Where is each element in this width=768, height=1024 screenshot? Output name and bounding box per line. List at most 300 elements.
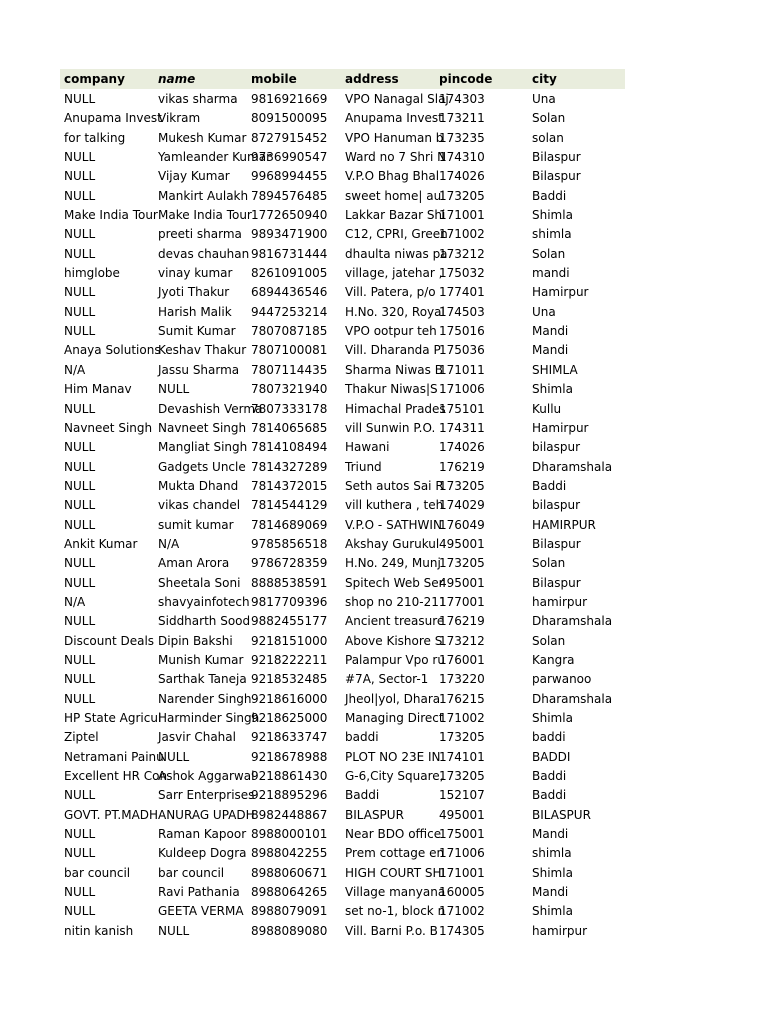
cell-city[interactable]: Mandi [532, 885, 569, 900]
cell-city[interactable]: bilaspur [532, 498, 581, 513]
cell-pincode[interactable]: 176219 [439, 459, 485, 474]
cell-company[interactable]: HP State Agricul [64, 711, 162, 725]
cell-company[interactable]: NULL [64, 652, 96, 667]
cell-address[interactable]: C12, CPRI, Green [345, 227, 448, 242]
cell-pincode[interactable]: 177401 [439, 285, 485, 300]
cell-pincode[interactable]: 174101 [439, 749, 485, 764]
cell-pincode[interactable]: 495001 [439, 807, 485, 822]
cell-pincode[interactable]: 173205 [439, 556, 485, 571]
cell-mobile[interactable]: 7807087185 [251, 324, 328, 339]
cell-mobile[interactable]: 7814065685 [251, 420, 328, 435]
cell-pincode[interactable]: 175016 [439, 324, 485, 339]
table-row [60, 843, 625, 862]
cell-city[interactable]: Solan [532, 556, 566, 571]
cell-company[interactable]: NULL [64, 827, 96, 842]
table-row [60, 573, 625, 592]
cell-address[interactable]: HIGH COURT SHI [345, 865, 446, 880]
cell-city[interactable]: Solan [532, 111, 566, 126]
cell-company[interactable]: Ziptel [64, 730, 99, 745]
cell-city[interactable]: Kangra [532, 652, 575, 667]
cell-address[interactable]: V.P.O Bhag Bhal [345, 169, 440, 184]
cell-company[interactable]: N/A [64, 362, 86, 377]
cell-pincode[interactable]: 171011 [439, 362, 485, 377]
cell-name[interactable]: shavyainfotech [158, 594, 250, 609]
cell-company[interactable]: NULL [64, 304, 96, 319]
cell-city[interactable]: Una [532, 92, 556, 106]
cell-mobile[interactable]: 9218616000 [251, 691, 328, 706]
cell-address[interactable]: VPO ootpur teh [345, 324, 437, 339]
cell-mobile[interactable]: 9816921669 [251, 92, 328, 106]
cell-address[interactable]: H.No. 320, Royal [345, 304, 445, 319]
cell-address[interactable]: Baddi [345, 788, 380, 803]
cell-name[interactable]: Munish Kumar [158, 652, 244, 667]
cell-name[interactable]: Vikram [158, 111, 201, 126]
cell-company[interactable]: Navneet Singh [64, 420, 153, 435]
cell-company[interactable]: NULL [64, 440, 96, 455]
cell-company[interactable]: NULL [64, 227, 96, 242]
cell-address[interactable]: Thakur Niwas|S [345, 382, 438, 397]
cell-company[interactable]: NULL [64, 92, 96, 106]
cell-pincode[interactable]: 174029 [439, 498, 485, 513]
cell-company[interactable]: NULL [64, 478, 96, 493]
cell-name[interactable]: bar council [158, 865, 225, 880]
cell-name[interactable]: Siddharth Sood [158, 614, 251, 629]
cell-address[interactable]: Lakkar Bazar Shi [345, 208, 446, 223]
cell-address[interactable]: Vill. Dharanda P [345, 343, 441, 358]
cell-pincode[interactable]: 173235 [439, 130, 485, 145]
cell-company[interactable]: Discount Deals [64, 633, 155, 648]
cell-pincode[interactable]: 176049 [439, 517, 485, 532]
table-row [60, 147, 625, 166]
cell-mobile[interactable]: 9882455177 [251, 614, 328, 629]
cell-address[interactable]: Jheol|yol, Dhara [345, 691, 441, 706]
cell-mobile[interactable]: 7814327289 [251, 459, 328, 474]
cell-mobile[interactable]: 9218678988 [251, 749, 328, 764]
cell-address[interactable]: Triund [345, 459, 382, 474]
table-row [60, 340, 625, 359]
cell-pincode[interactable]: 495001 [439, 575, 485, 590]
table-row [60, 224, 625, 243]
cell-address[interactable]: set no-1, block n [345, 904, 446, 919]
cell-name[interactable]: N/A [158, 536, 180, 551]
cell-company[interactable]: NULL [64, 846, 96, 861]
cell-address[interactable]: vill kuthera , teh [345, 498, 444, 513]
cell-mobile[interactable]: 8988064265 [251, 885, 328, 900]
cell-address[interactable]: VPO Hanuman b [345, 130, 444, 145]
cell-pincode[interactable]: 175001 [439, 827, 485, 842]
table-row [60, 457, 625, 476]
cell-mobile[interactable]: 8988079091 [251, 904, 328, 919]
cell-pincode[interactable]: 173205 [439, 188, 485, 203]
cell-mobile[interactable]: 7814544129 [251, 498, 328, 513]
table-row [60, 921, 625, 940]
cell-city[interactable]: Dharamshala [532, 691, 613, 706]
cell-mobile[interactable]: 9968994455 [251, 169, 328, 184]
cell-company[interactable]: NULL [64, 614, 96, 629]
cell-mobile[interactable]: 9218625000 [251, 711, 328, 725]
cell-city[interactable]: Hamirpur [532, 285, 589, 300]
table-body [60, 89, 625, 940]
cell-name[interactable]: Narender Singh [158, 691, 252, 706]
cell-address[interactable]: Himachal Prades [345, 401, 446, 416]
cell-mobile[interactable]: 1772650940 [251, 208, 328, 223]
cell-pincode[interactable]: 171006 [439, 846, 485, 861]
cell-mobile[interactable]: 7807321940 [251, 382, 328, 397]
cell-address[interactable]: vill Sunwin P.O. [345, 420, 436, 435]
cell-company[interactable]: NULL [64, 188, 96, 203]
table-row [60, 186, 625, 205]
table-row [60, 244, 625, 263]
cell-mobile[interactable]: 9736990547 [251, 150, 328, 165]
cell-mobile[interactable]: 9218222211 [251, 652, 328, 667]
cell-pincode[interactable]: 173205 [439, 478, 485, 493]
cell-city[interactable]: Baddi [532, 188, 567, 203]
cell-company[interactable]: NULL [64, 556, 96, 571]
cell-company[interactable]: NULL [64, 246, 96, 261]
cell-address[interactable]: Anupama Invest [345, 111, 443, 126]
cell-name[interactable]: Mangliat Singh [158, 440, 248, 455]
cell-name[interactable]: Navneet Singh [158, 420, 247, 435]
cell-company[interactable]: Anaya Solutions [64, 343, 161, 358]
cell-address[interactable]: Sharma Niwas B [345, 362, 443, 377]
header-address[interactable]: address [345, 72, 399, 86]
cell-mobile[interactable]: 8091500095 [251, 111, 328, 126]
cell-name[interactable]: Jyoti Thakur [158, 285, 230, 300]
cell-address[interactable]: H.No. 249, Munj [345, 556, 441, 571]
cell-city[interactable]: Mandi [532, 343, 569, 358]
cell-city[interactable]: Dharamshala [532, 614, 613, 629]
cell-name[interactable]: Gadgets Uncle [158, 459, 246, 474]
cell-name[interactable]: Sarr Enterprises [158, 788, 255, 803]
cell-city[interactable]: BADDI [532, 749, 571, 764]
cell-city[interactable]: baddi [532, 730, 566, 745]
cell-city[interactable]: BILASPUR [532, 807, 591, 822]
table-row [60, 669, 625, 688]
cell-pincode[interactable]: 160005 [439, 885, 485, 900]
cell-mobile[interactable]: 9218633747 [251, 730, 328, 745]
table-row [60, 418, 625, 437]
cell-name[interactable]: Kuldeep Dogra [158, 846, 247, 861]
table-row [60, 321, 625, 340]
header-name[interactable]: name [158, 72, 196, 86]
cell-mobile[interactable]: 8988089080 [251, 923, 328, 938]
cell-company[interactable]: NULL [64, 498, 96, 513]
cell-address[interactable]: Vill. Barni P.o. B [345, 923, 438, 938]
table-row [60, 785, 625, 804]
cell-address[interactable]: VPO Nanagal Slaj [345, 92, 449, 106]
cell-name[interactable]: vikas chandel [158, 498, 241, 513]
cell-mobile[interactable]: 7807100081 [251, 343, 328, 358]
cell-company[interactable]: NULL [64, 788, 96, 803]
cell-company[interactable]: himglobe [64, 266, 120, 281]
cell-city[interactable]: Bilaspur [532, 575, 581, 590]
cell-company[interactable]: NULL [64, 672, 96, 687]
cell-address[interactable]: village, jatehar , [345, 266, 443, 281]
cell-pincode[interactable]: 173205 [439, 730, 485, 745]
cell-name[interactable]: sumit kumar [158, 517, 234, 532]
cell-pincode[interactable]: 175101 [439, 401, 485, 416]
cell-name[interactable]: Mukesh Kumar [158, 130, 247, 145]
cell-mobile[interactable]: 9817709396 [251, 594, 328, 609]
cell-pincode[interactable]: 176001 [439, 652, 485, 667]
cell-pincode[interactable]: 171006 [439, 382, 485, 397]
cell-pincode[interactable]: 177001 [439, 594, 485, 609]
cell-name[interactable]: Devashish Verma [158, 401, 263, 416]
cell-name[interactable]: NULL [158, 382, 190, 397]
cell-mobile[interactable]: 8982448867 [251, 807, 328, 822]
cell-city[interactable]: Shimla [532, 208, 573, 223]
table-row [60, 534, 625, 553]
table-row [60, 553, 625, 572]
table-row [60, 689, 625, 708]
cell-pincode[interactable]: 176219 [439, 614, 485, 629]
cell-mobile[interactable]: 8261091005 [251, 266, 328, 281]
spreadsheet [60, 69, 625, 940]
cell-company[interactable]: nitin kanish [64, 923, 134, 938]
cell-company[interactable]: GOVT. PT.MADH [64, 807, 159, 822]
cell-company[interactable]: NULL [64, 517, 96, 532]
cell-company[interactable]: Netramani Painu [64, 749, 164, 764]
cell-company[interactable]: NULL [64, 150, 96, 165]
cell-name[interactable]: Ravi Pathania [158, 885, 240, 900]
table-row [60, 766, 625, 785]
cell-company[interactable]: NULL [64, 285, 96, 300]
cell-city[interactable]: Bilaspur [532, 536, 581, 551]
cell-mobile[interactable]: 9218151000 [251, 633, 328, 648]
cell-city[interactable]: Shimla [532, 711, 573, 725]
cell-company[interactable]: Him Manav [64, 382, 132, 397]
cell-city[interactable]: hamirpur [532, 923, 588, 938]
cell-address[interactable]: Akshay Gurukul [345, 536, 440, 551]
cell-name[interactable]: Vijay Kumar [158, 169, 230, 184]
cell-city[interactable]: Dharamshala [532, 459, 613, 474]
cell-name[interactable]: Harminder Singh [158, 711, 260, 725]
cell-address[interactable]: baddi [345, 730, 379, 745]
cell-city[interactable]: hamirpur [532, 594, 588, 609]
cell-name[interactable]: preeti sharma [158, 227, 242, 242]
cell-name[interactable]: Make India Tour [158, 208, 252, 223]
cell-mobile[interactable]: 7814372015 [251, 478, 328, 493]
cell-mobile[interactable]: 9893471900 [251, 227, 328, 242]
header-city[interactable]: city [532, 72, 557, 86]
cell-city[interactable]: Mandi [532, 827, 569, 842]
cell-pincode[interactable]: 174026 [439, 440, 485, 455]
cell-name[interactable]: Sarthak Taneja [158, 672, 247, 687]
cell-pincode[interactable]: 171001 [439, 865, 485, 880]
cell-mobile[interactable]: 7807333178 [251, 401, 328, 416]
cell-city[interactable]: Bilaspur [532, 169, 581, 184]
cell-address[interactable]: Near BDO office [345, 827, 442, 842]
cell-pincode[interactable]: 175036 [439, 343, 485, 358]
cell-company[interactable]: NULL [64, 885, 96, 900]
cell-pincode[interactable]: 174311 [439, 420, 485, 435]
table-row [60, 360, 625, 379]
cell-mobile[interactable]: 7894576485 [251, 188, 328, 203]
cell-address[interactable]: BILASPUR [345, 807, 404, 822]
cell-company[interactable]: bar council [64, 865, 131, 880]
cell-name[interactable]: Dipin Bakshi [158, 633, 233, 648]
cell-address[interactable]: #7A, Sector-1 [345, 672, 429, 687]
cell-name[interactable]: Raman Kapoor [158, 827, 247, 842]
cell-pincode[interactable]: 171001 [439, 208, 485, 223]
cell-address[interactable]: Ancient treasure [345, 614, 445, 629]
cell-address[interactable]: Ward no 7 Shri N [345, 150, 447, 165]
cell-address[interactable]: Prem cottage en [345, 846, 445, 861]
cell-address[interactable]: G-6,City Square, [345, 769, 444, 784]
cell-name[interactable]: Jassu Sharma [158, 362, 240, 377]
cell-city[interactable]: Baddi [532, 478, 567, 493]
cell-pincode[interactable]: 174305 [439, 923, 485, 938]
cell-name[interactable]: Harish Malik [158, 304, 232, 319]
table-row [60, 128, 625, 147]
cell-mobile[interactable]: 9218861430 [251, 769, 328, 784]
cell-company[interactable]: NULL [64, 575, 96, 590]
cell-name[interactable]: Keshav Thakur [158, 343, 247, 358]
cell-city[interactable]: parwanoo [532, 672, 592, 687]
cell-mobile[interactable]: 8988042255 [251, 846, 328, 861]
cell-city[interactable]: shimla [532, 227, 572, 242]
cell-pincode[interactable]: 175032 [439, 266, 485, 281]
header-pincode[interactable]: pincode [439, 72, 493, 86]
cell-city[interactable]: Shimla [532, 904, 573, 919]
cell-company[interactable]: NULL [64, 691, 96, 706]
cell-mobile[interactable]: 8988060671 [251, 865, 328, 880]
cell-city[interactable]: Kullu [532, 401, 562, 416]
cell-city[interactable]: solan [532, 130, 564, 145]
header-mobile[interactable]: mobile [251, 72, 297, 86]
cell-city[interactable]: bilaspur [532, 440, 581, 455]
cell-pincode[interactable]: 173212 [439, 633, 485, 648]
cell-mobile[interactable]: 7814689069 [251, 517, 328, 532]
cell-mobile[interactable]: 9816731444 [251, 246, 328, 261]
cell-address[interactable]: dhaulta niwas pa [345, 246, 448, 261]
cell-company[interactable]: NULL [64, 904, 96, 919]
cell-city[interactable]: Shimla [532, 865, 573, 880]
cell-city[interactable]: Baddi [532, 788, 567, 803]
cell-address[interactable]: Village manyana [345, 885, 446, 900]
cell-city[interactable]: SHIMLA [532, 362, 578, 377]
cell-pincode[interactable]: 171002 [439, 711, 485, 725]
cell-city[interactable]: shimla [532, 846, 572, 861]
cell-mobile[interactable]: 9447253214 [251, 304, 328, 319]
cell-address[interactable]: shop no 210-211 [345, 594, 447, 609]
cell-mobile[interactable]: 6894436546 [251, 285, 328, 300]
cell-pincode[interactable]: 495001 [439, 536, 485, 551]
cell-city[interactable]: Bilaspur [532, 150, 581, 165]
cell-pincode[interactable]: 173205 [439, 769, 485, 784]
cell-pincode[interactable]: 174503 [439, 304, 485, 319]
cell-mobile[interactable]: 9218895296 [251, 788, 328, 803]
cell-pincode[interactable]: 173211 [439, 111, 485, 126]
cell-name[interactable]: Jasvir Chahal [158, 730, 236, 745]
cell-pincode[interactable]: 171002 [439, 227, 485, 242]
cell-pincode[interactable]: 173212 [439, 246, 485, 261]
cell-mobile[interactable]: 7814108494 [251, 440, 328, 455]
table-row [60, 631, 625, 650]
table-row [60, 108, 625, 127]
cell-name[interactable]: Yamleander Kumar [158, 150, 271, 165]
cell-company[interactable]: NULL [64, 324, 96, 339]
table-row [60, 379, 625, 398]
cell-name[interactable]: Mankirt Aulakh [158, 188, 249, 203]
cell-pincode[interactable]: 174303 [439, 92, 485, 106]
cell-company[interactable]: NULL [64, 401, 96, 416]
header-company[interactable]: company [64, 72, 125, 86]
cell-name[interactable]: Sumit Kumar [158, 324, 236, 339]
cell-name[interactable]: Sheetala Soni [158, 575, 241, 590]
cell-address[interactable]: Palampur Vpo ru [345, 652, 445, 667]
cell-name[interactable]: GEETA VERMA [158, 904, 244, 919]
cell-mobile[interactable]: 9218532485 [251, 672, 328, 687]
cell-company[interactable]: NULL [64, 169, 96, 184]
cell-address[interactable]: sweet home| aul [345, 188, 445, 203]
cell-mobile[interactable]: 8888538591 [251, 575, 328, 590]
cell-address[interactable]: Above Kishore S [345, 633, 443, 648]
cell-city[interactable]: Solan [532, 633, 566, 648]
cell-address[interactable]: Spitech Web Ser [345, 575, 444, 590]
cell-name[interactable]: NULL [158, 749, 190, 764]
cell-company[interactable]: Excellent HR Con [64, 769, 168, 784]
cell-pincode[interactable]: 174310 [439, 150, 485, 165]
table-row [60, 901, 625, 920]
cell-name[interactable]: ANURAG UPADH [158, 807, 255, 822]
cell-name[interactable]: NULL [158, 923, 190, 938]
cell-mobile[interactable]: 9786728359 [251, 556, 328, 571]
cell-mobile[interactable]: 7807114435 [251, 362, 328, 377]
cell-company[interactable]: for talking [64, 130, 126, 145]
cell-city[interactable]: HAMIRPUR [532, 517, 596, 532]
cell-city[interactable]: mandi [532, 266, 570, 281]
cell-mobile[interactable]: 8727915452 [251, 130, 328, 145]
cell-city[interactable]: Baddi [532, 769, 567, 784]
cell-address[interactable]: V.P.O - SATHWIN [345, 517, 442, 532]
cell-address[interactable]: Hawani [345, 440, 390, 455]
cell-pincode[interactable]: 176215 [439, 691, 485, 706]
cell-city[interactable]: Shimla [532, 382, 573, 397]
cell-name[interactable]: devas chauhan [158, 246, 250, 261]
cell-address[interactable]: Vill. Patera, p/o [345, 285, 436, 300]
table-row [60, 495, 625, 514]
cell-address[interactable]: PLOT NO 23E IN [345, 749, 441, 764]
cell-name[interactable]: Ashok Aggarwal [158, 769, 255, 784]
cell-address[interactable]: Seth autos Sai R [345, 478, 444, 493]
cell-pincode[interactable]: 152107 [439, 788, 485, 803]
cell-city[interactable]: Hamirpur [532, 420, 589, 435]
cell-company[interactable]: N/A [64, 594, 86, 609]
cell-city[interactable]: Una [532, 304, 556, 319]
table-row [60, 805, 625, 824]
cell-pincode[interactable]: 171002 [439, 904, 485, 919]
cell-mobile[interactable]: 9785856518 [251, 536, 328, 551]
cell-city[interactable]: Mandi [532, 324, 569, 339]
cell-name[interactable]: vikas sharma [158, 92, 238, 106]
table-row [60, 650, 625, 669]
cell-pincode[interactable]: 174026 [439, 169, 485, 184]
cell-company[interactable]: NULL [64, 459, 96, 474]
cell-address[interactable]: Managing Direct [345, 711, 444, 725]
table-row [60, 166, 625, 185]
cell-name[interactable]: Mukta Dhand [158, 478, 239, 493]
cell-company[interactable]: Anupama Invest [64, 111, 162, 126]
cell-company[interactable]: Make India Tour [64, 208, 158, 223]
cell-company[interactable]: Ankit Kumar [64, 536, 138, 551]
table-row [60, 437, 625, 456]
cell-name[interactable]: Aman Arora [158, 556, 230, 571]
cell-pincode[interactable]: 173220 [439, 672, 485, 687]
cell-city[interactable]: Solan [532, 246, 566, 261]
cell-mobile[interactable]: 8988000101 [251, 827, 328, 842]
cell-name[interactable]: vinay kumar [158, 266, 233, 281]
